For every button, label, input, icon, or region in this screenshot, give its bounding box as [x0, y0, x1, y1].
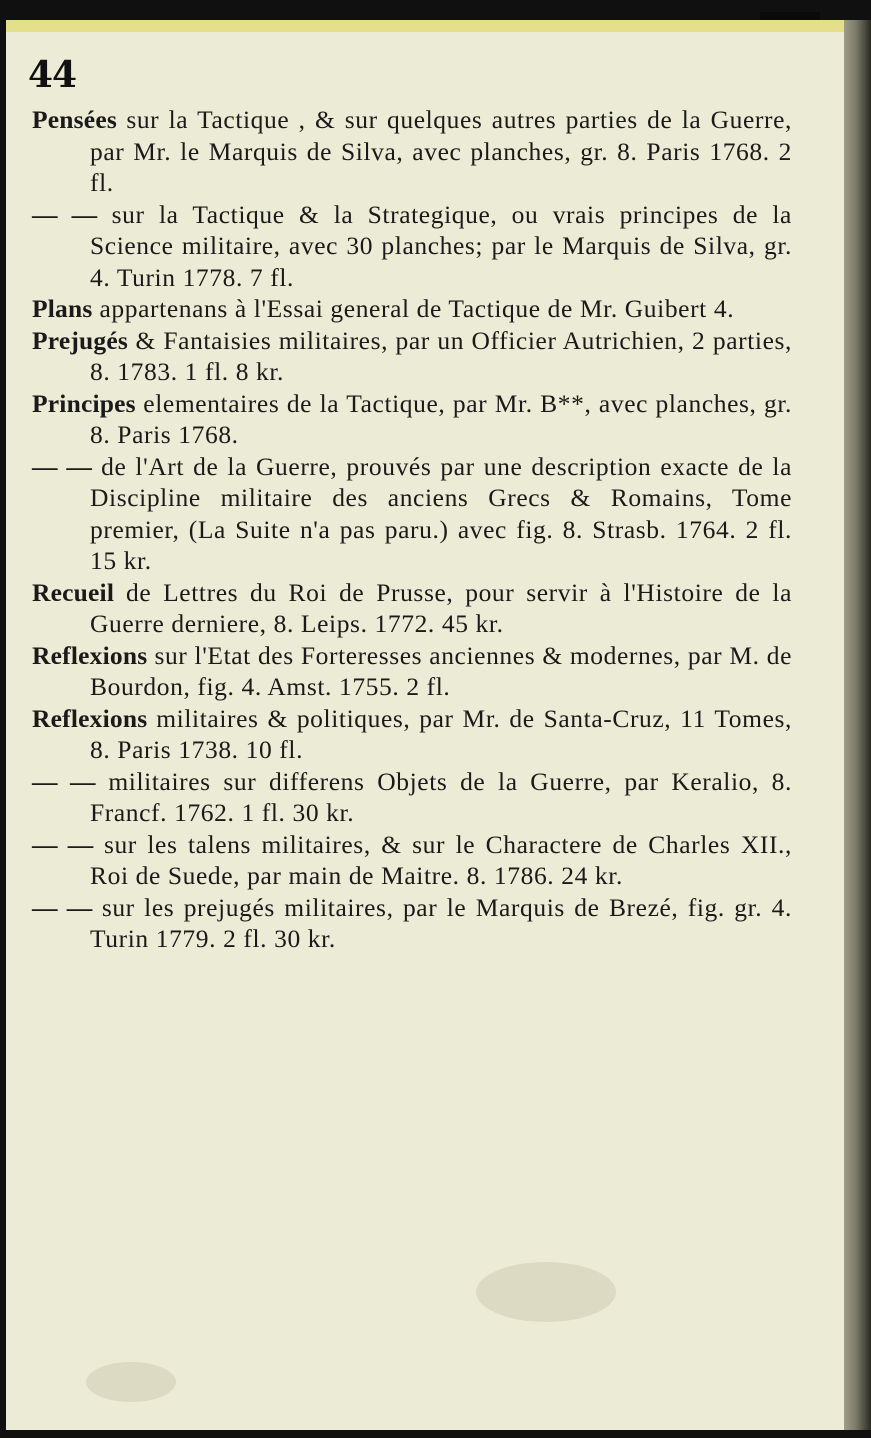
- entry-text: & Fantaisies militaires, par un Officier Autrichien, 2 parties, 8. 1783. 1 fl. 8 kr.: [90, 325, 792, 386]
- entry-lead: Pensées: [32, 105, 117, 134]
- entry-text: sur l'Etat des Forteresses anciennes & modernes, par M. de Bourdon, fig. 4. Amst. 1755. 2 fl.: [90, 640, 792, 701]
- entry-text: sur les prejugés militaires, par le Marquis de Brezé, fig. gr. 4. Turin 1779. 2 fl. 30 kr.: [90, 892, 793, 953]
- entry-lead: — —: [32, 766, 96, 796]
- catalogue-entry: [32, 451, 792, 577]
- catalogue-entry: [32, 199, 792, 294]
- entry-text: de Lettres du Roi de Prusse, pour servir à l'Histoire de la Guerre derniere, 8. Leips. 1772. 45 kr.: [90, 577, 792, 638]
- catalogue-entry: [32, 766, 792, 829]
- catalogue-entry: [32, 829, 792, 892]
- entry-lead: Recueil: [32, 577, 115, 607]
- paper-stain: [476, 1262, 616, 1322]
- entry-lead: Principes: [32, 388, 136, 418]
- entry-lead: — —: [32, 892, 93, 922]
- entry-text: militaires sur differens Objets de la Guerre, par Keralio, 8. Francf. 1762. 1 fl. 30 kr.: [90, 766, 793, 827]
- catalogue-entry: [32, 325, 792, 388]
- catalogue-entry: [32, 640, 792, 703]
- catalogue-entry: [32, 104, 792, 199]
- entry-lead: Plans: [32, 294, 93, 323]
- entry-text: elementaires de la Tactique, par Mr. B**, avec planches, gr. 8. Paris 1768.: [90, 388, 792, 449]
- entry-text: appartenans à l'Essai general de Tactique de Mr. Guibert 4.: [99, 294, 735, 323]
- catalogue-entry: [32, 577, 792, 640]
- catalogue-entries: [32, 104, 792, 955]
- entry-text: sur la Tactique & la Strategique, ou vrais principes de la Science militaire, avec 30 planches; par le Marquis de Silva, gr. 4. Turin 1778. 7 fl.: [90, 199, 792, 292]
- entry-lead: Reflexions: [32, 703, 148, 733]
- book-spine: [844, 20, 871, 1430]
- entry-lead: — —: [32, 829, 94, 859]
- catalogue-entry: [32, 892, 792, 955]
- paper-stain: [86, 1362, 176, 1402]
- entry-lead: Prejugés: [32, 325, 129, 355]
- catalogue-entry: [32, 703, 792, 766]
- entry-text: de l'Art de la Guerre, prouvés par une description exacte de la Discipline militaire des anciens Grecs & Romains, Tome premier, (La Suite n'a pas paru.) avec fig. 8. Strasb. 1764. 2 fl. 15 kr.: [90, 451, 793, 575]
- entry-lead: Reflexions: [32, 640, 148, 670]
- entry-text: sur les talens militaires, & sur le Charactere de Charles XII., Roi de Suede, par main de Maitre. 8. 1786. 24 kr.: [90, 829, 792, 890]
- entry-text: militaires & politiques, par Mr. de Santa-Cruz, 11 Tomes, 8. Paris 1738. 10 fl.: [90, 703, 792, 764]
- catalogue-entry: [32, 388, 792, 451]
- entry-lead: — —: [32, 199, 98, 229]
- entry-text: sur la Tactique , & sur quelques autres parties de la Guerre, par Mr. le Marquis de Silva, avec planches, gr. 8. Paris 1768. 2 fl.: [90, 105, 792, 197]
- catalogue-entry: [32, 293, 792, 325]
- page-number: 44: [28, 54, 77, 96]
- entry-lead: — —: [32, 451, 93, 481]
